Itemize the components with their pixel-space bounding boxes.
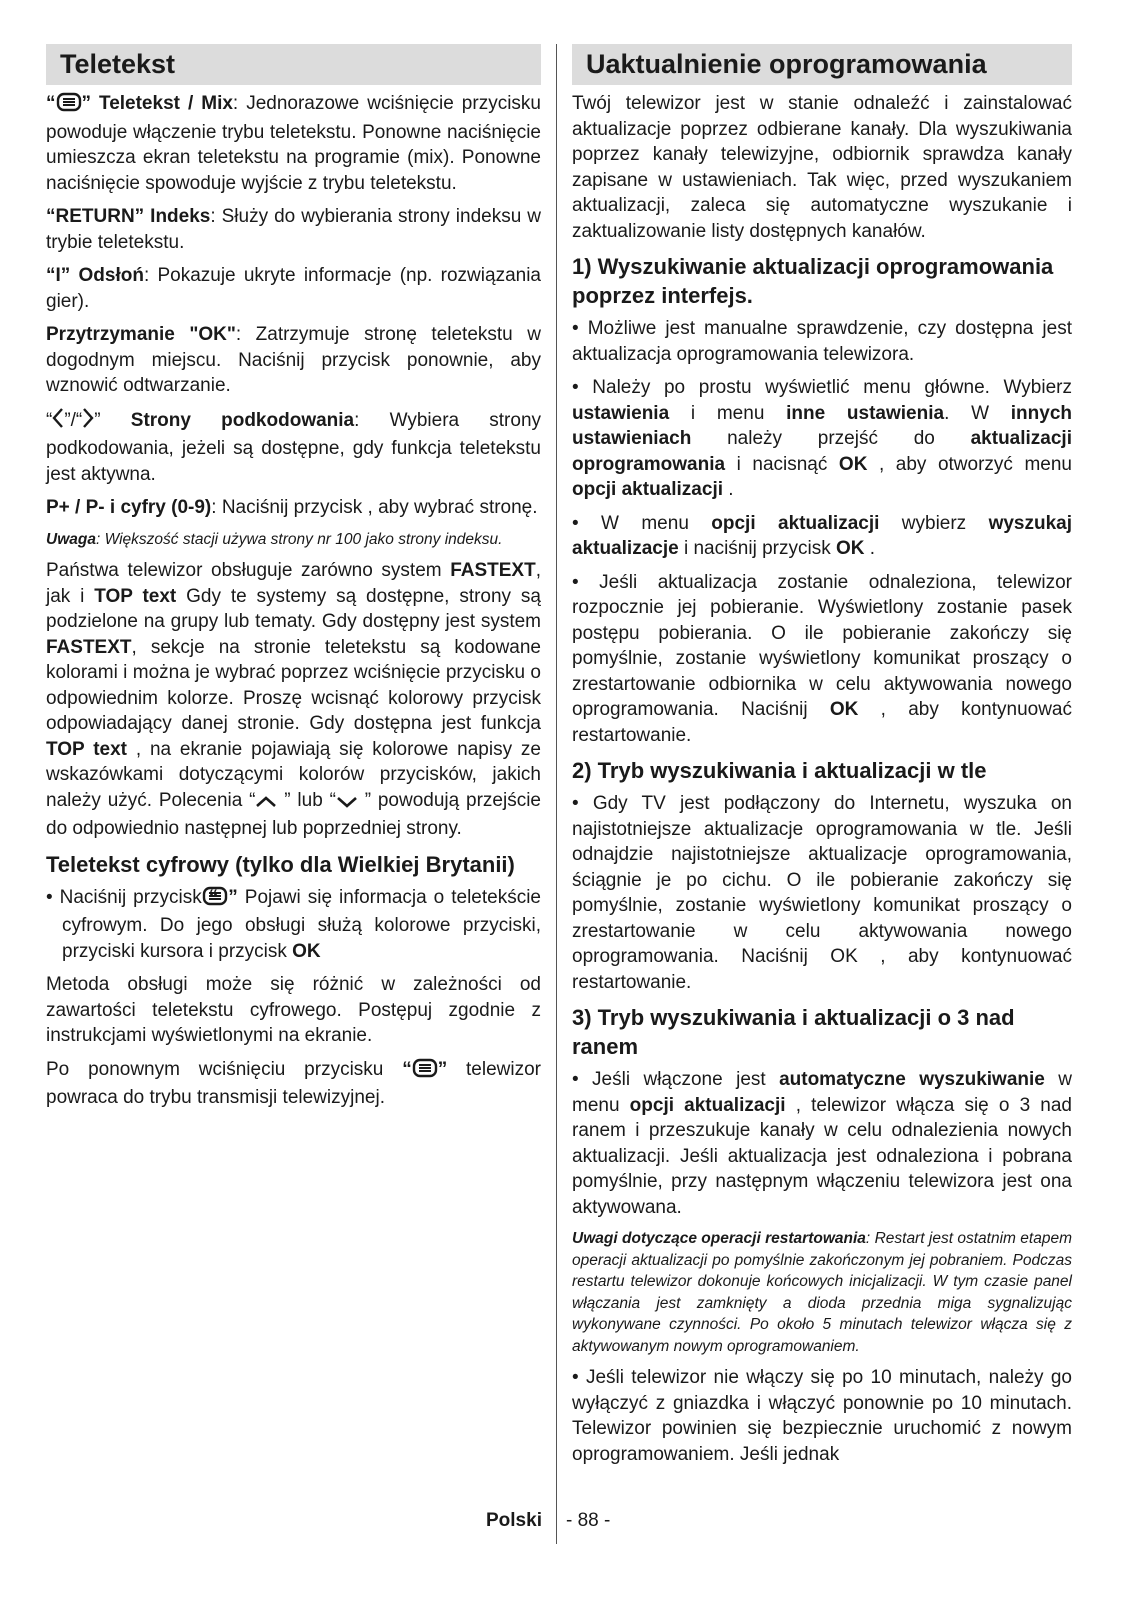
teletext-icon <box>56 92 82 120</box>
fastext-paragraph: Państwa telewizor obsługuje zarówno system FASTEXT, jak i TOP text Gdy te systemy są dostępne, strony są podzielone na grupy lub tematy. Gdy dostępny jest system FASTEXT, sekcje na stronie teletekstu są kodowane kolorami i można je wybrać poprzez wciśnięcie przycisku o odpowiednim kolorze. Proszę wcisnąć kolorowy przycisk odpowiadający danej stronie. Gdy dostępna jest funkcja TOP text , na ekranie pojawiają się kolorowe napisy ze wskazówkami dotyczącymi kolorów przycisków, jakich należy użyć. Polecenia “ ” lub “ ” powodują przejście do odpowiednio następnej lub poprzedniej strony. <box>46 560 541 839</box>
right-column <box>572 44 1072 1475</box>
hold-ok-paragraph: Przytrzymanie "OK": Zatrzymuje stronę teletekstu w dogodnym miejscu. Naciśnij przycisk ponownie, aby wznowić odtwarzanie. <box>46 324 541 396</box>
night-mode-heading: 3) Tryb wyszukiwania i aktualizacji o 3 nad ranem <box>572 1005 1015 1059</box>
digital-teletext-bullet: • Naciśnij przycisk “ ” Pojawi się informacja o teletekście cyfrowym. Do jego obsługi służą kolorowe przyciski, przyciski kursora i przycisk OK <box>46 886 541 962</box>
software-update-section-title: Uaktualnienie oprogramowania <box>572 44 1072 85</box>
teletext-icon <box>218 886 228 914</box>
background-mode-heading: 2) Tryb wyszukiwania i aktualizacji w tle <box>572 758 987 783</box>
update-interface-heading: 1) Wyszukiwanie aktualizacji oprogramowania poprzez interfejs. <box>572 254 1054 308</box>
power-cycle-bullet: • Jeśli telewizor nie włączy się po 10 minutach, należy go wyłączyć z gniazdka i włączyć ponownie po 10 minutach. Telewizor powinien się bezpiecznie uruchomić z nowym oprogramowaniem. Jeśli jednak <box>572 1367 1072 1465</box>
page-select-paragraph: P+ / P- i cyfry (0-9): Naciśnij przycisk , aby wybrać stronę. <box>46 497 538 518</box>
digital-teletext-heading: Teletekst cyfrowy (tylko dla Wielkiej Brytanii) <box>46 851 515 877</box>
teletext-mix-paragraph: “ ” Teletekst / Mix: Jednorazowe wciśnięcie przycisku powoduje włączenie trybu teletekstu. Ponowne naciśnięcie umieszcza ekran teletekstu na programie (mix). Ponowne naciśnięcie spowoduje wyjście z trybu teletekstu. <box>46 93 541 194</box>
subcode-pages-paragraph: “ ”/“ ” Strony podkodowania: Wybiera strony podkodowania, jeżeli są dostępne, gdy funkcja teletekstu jest aktywna. <box>46 407 541 488</box>
teletext-mix-label: Teletekst / Mix <box>91 93 233 114</box>
teletext-icon <box>412 1058 438 1086</box>
update-intro-paragraph: Twój telewizor jest w stanie odnaleźć i zainstalować aktualizacje poprzez odbierane kanały. Dla wyszukiwania poprzez kanały telewizyjne, odbiornik sprawdza kanały zapisane w ustawieniach. Tak więc, przed wyszukaniem aktualizacji, zaleca się automatyczne wyszukanie i zaktualizowanie listy dostępnych kanałów. <box>572 93 1072 242</box>
left-column <box>46 44 541 1119</box>
footer-language: Polski <box>486 1510 542 1531</box>
digital-method-paragraph: Metoda obsługi może się różnić w zależności od zawartości teletekstu cyfrowego. Postępuj zgodnie z instrukcjami wyświetlonymi na ekranie. <box>46 974 541 1046</box>
chevron-down-icon <box>336 791 358 817</box>
reveal-paragraph: “I” Odsłoń: Pokazuje ukryte informacje (np. rozwiązania gier). <box>46 265 541 312</box>
night-mode-bullet: • Jeśli włączone jest automatyczne wyszukiwanie w menu opcji aktualizacji , telewizor włącza się o 3 nad ranem i przeszukuje kanały w celu odnalezienia nowych aktualizacji. Jeśli aktualizacja jest odnaleziona i pobrana pomyślnie, przy następnym włączeniu telewizora jest ona aktywowana. <box>572 1069 1072 1218</box>
return-tv-paragraph: Po ponownym wciśnięciu przycisku “ ” telewizor powraca do trybu transmisji telewizyjnej. <box>46 1058 541 1108</box>
chevron-right-icon <box>82 407 94 437</box>
chevron-left-icon <box>52 407 64 437</box>
index-note: Uwaga: Większość stacji używa strony nr 100 jako strony indeksu. <box>46 530 503 548</box>
page-number: - 88 - <box>566 1510 611 1531</box>
teletext-section-title: Teletekst <box>46 44 541 85</box>
chevron-up-icon <box>255 791 277 817</box>
download-bullet: • Jeśli aktualizacja zostanie odnaleziona, telewizor rozpocznie jej pobieranie. Wyświetlony zostanie pasek postępu pobierania. O ile pobieranie zakończy się pomyślnie, zostanie wyświetlony komunikat proszący o zrestartowanie odbiornika w celu aktywowania nowego oprogramowania. Naciśnij OK , aby kontynuować restartowanie. <box>572 571 1072 746</box>
column-divider <box>556 44 557 1544</box>
background-mode-bullet: • Gdy TV jest podłączony do Internetu, wyszuka on najistotniejsze aktualizacje oprogramowania w tle. Jeśli odnajdzie najistotniejsze aktualizacje oprogramowania, ściągnie je po cichu. O ile pobieranie zakończy się pomyślnie, zostanie wyświetlony komunikat proszący o zrestartowanie w celu aktywowania nowego oprogramowania. Naciśnij OK , aby kontynuować restartowanie. <box>572 793 1072 993</box>
return-index-paragraph: “RETURN” Indeks: Służy do wybierania strony indeksu w trybie teletekstu. <box>46 206 541 253</box>
menu-navigation-bullet: • Należy po prostu wyświetlić menu główne. Wybierz ustawienia i menu inne ustawienia. W innych ustawieniach należy przejść do aktualizacji oprogramowania i nacisnąć OK , aby otworzyć menu opcji aktualizacji . <box>572 377 1072 500</box>
search-updates-bullet: • W menu opcji aktualizacji wybierz wyszukaj aktualizacje i naciśnij przycisk OK . <box>572 512 1073 559</box>
manual-check-bullet: • Możliwe jest manualne sprawdzenie, czy dostępna jest aktualizacja oprogramowania telewizora. <box>572 318 1072 365</box>
restart-note: Uwagi dotyczące operacji restartowania: Restart jest ostatnim etapem operacji aktualizacji po pomyślnie zakończonym jej pobraniem. Podczas restartu telewizor dokonuje końcowych inicjalizacji. W tym czasie panel włączania jest zamknięty a dioda przednia miga sygnalizując wykonywane czynności. Po około 5 minutach telewizor włącza się z aktywowanym nowym oprogramowaniem. <box>572 1230 1073 1355</box>
